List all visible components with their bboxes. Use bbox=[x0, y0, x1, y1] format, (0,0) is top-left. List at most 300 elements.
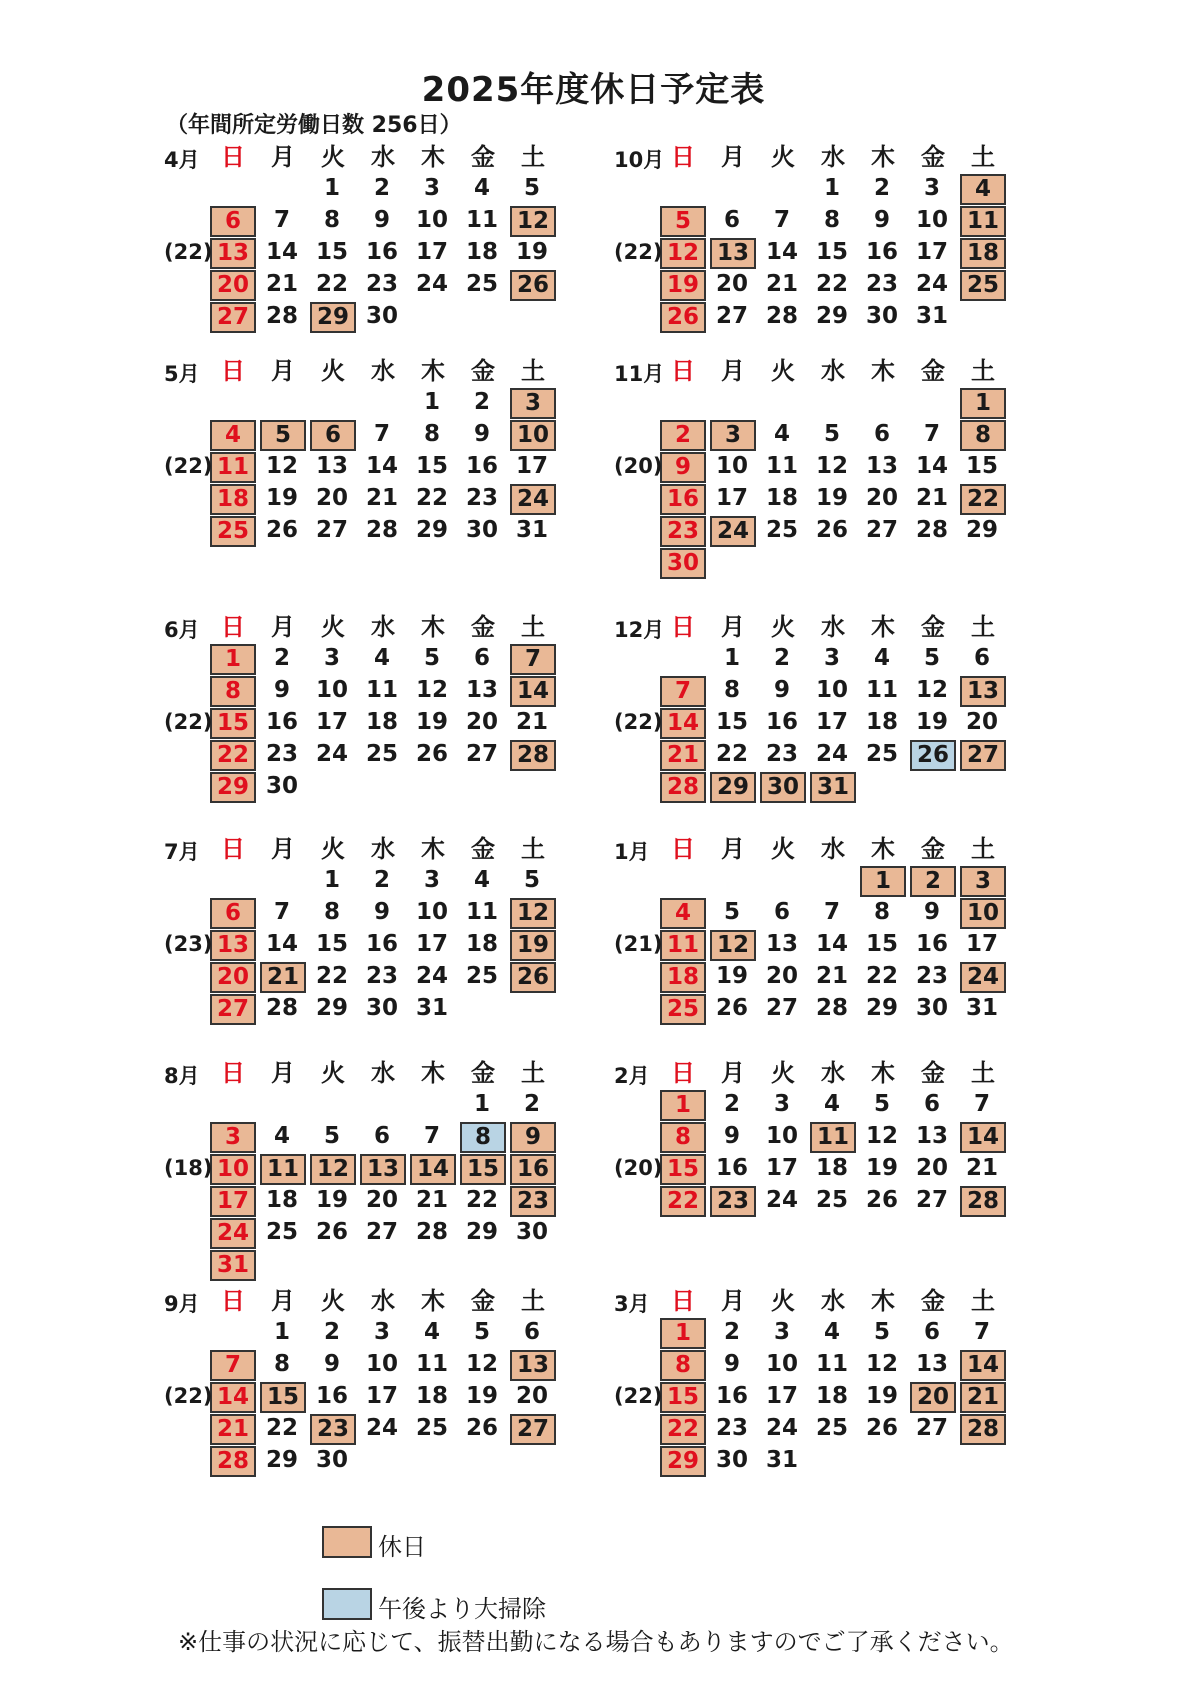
day-cell-holiday: 15 bbox=[460, 1154, 506, 1185]
day-cell-holiday: 4 bbox=[960, 174, 1006, 205]
weekday-header: 月 bbox=[721, 1059, 745, 1087]
day-cell: 27 bbox=[365, 1219, 398, 1245]
footnote: ※仕事の状況に応じて、振替出勤になる場合もありますのでご了承ください。 bbox=[178, 1628, 1014, 1656]
weekday-header: 火 bbox=[771, 1059, 795, 1087]
day-cell-holiday: 13 bbox=[210, 238, 256, 269]
legend-swatch-cleaning bbox=[322, 1588, 372, 1620]
weekday-header: 木 bbox=[871, 613, 895, 641]
day-cell-holiday: 24 bbox=[960, 962, 1006, 993]
day-cell: 6 bbox=[873, 421, 890, 447]
day-cell-holiday: 21 bbox=[260, 962, 306, 993]
day-cell-holiday: 1 bbox=[210, 644, 256, 675]
day-cell: 19 bbox=[865, 1155, 898, 1181]
day-cell: 23 bbox=[365, 271, 398, 297]
day-cell-holiday: 22 bbox=[660, 1186, 706, 1217]
day-cell: 2 bbox=[373, 175, 390, 201]
day-cell-holiday: 25 bbox=[660, 994, 706, 1025]
day-cell: 22 bbox=[865, 963, 898, 989]
day-cell: 29 bbox=[465, 1219, 498, 1245]
day-cell: 30 bbox=[465, 517, 498, 543]
day-cell: 3 bbox=[423, 175, 440, 201]
day-cell: 7 bbox=[823, 899, 840, 925]
working-days-count: (20) bbox=[614, 454, 663, 478]
day-cell: 25 bbox=[815, 1187, 848, 1213]
day-cell: 17 bbox=[915, 239, 948, 265]
day-cell: 16 bbox=[315, 1383, 348, 1409]
day-cell: 25 bbox=[465, 963, 498, 989]
day-cell-holiday: 12 bbox=[660, 238, 706, 269]
day-cell: 6 bbox=[473, 645, 490, 671]
weekday-header: 水 bbox=[371, 357, 395, 385]
day-cell: 19 bbox=[515, 239, 548, 265]
weekday-header: 土 bbox=[971, 1059, 995, 1087]
day-cell: 20 bbox=[315, 485, 348, 511]
day-cell: 5 bbox=[873, 1091, 890, 1117]
month-label: 4月 bbox=[164, 148, 200, 172]
weekday-header: 土 bbox=[521, 357, 545, 385]
weekday-header: 金 bbox=[921, 1059, 945, 1087]
day-cell: 8 bbox=[273, 1351, 290, 1377]
month-label: 6月 bbox=[164, 618, 200, 642]
weekday-header: 水 bbox=[371, 835, 395, 863]
weekday-header: 日 bbox=[671, 613, 695, 641]
day-cell: 18 bbox=[815, 1383, 848, 1409]
day-cell-holiday: 7 bbox=[510, 644, 556, 675]
month-block bbox=[614, 142, 1050, 372]
day-cell-holiday: 18 bbox=[660, 962, 706, 993]
day-cell: 27 bbox=[915, 1187, 948, 1213]
day-cell: 19 bbox=[465, 1383, 498, 1409]
day-cell-holiday: 19 bbox=[510, 930, 556, 961]
month-label: 3月 bbox=[614, 1292, 650, 1316]
day-cell: 30 bbox=[265, 773, 298, 799]
day-cell: 11 bbox=[415, 1351, 448, 1377]
day-cell: 21 bbox=[765, 271, 798, 297]
working-days-count: (22) bbox=[614, 240, 663, 264]
weekday-header: 水 bbox=[371, 1287, 395, 1315]
day-cell: 6 bbox=[523, 1319, 540, 1345]
day-cell-holiday: 8 bbox=[660, 1122, 706, 1153]
day-cell-holiday: 1 bbox=[660, 1318, 706, 1349]
day-cell-holiday: 18 bbox=[960, 238, 1006, 269]
weekday-header: 月 bbox=[271, 1059, 295, 1087]
weekday-header: 月 bbox=[721, 357, 745, 385]
day-cell: 14 bbox=[815, 931, 848, 957]
day-cell: 26 bbox=[715, 995, 748, 1021]
day-cell-holiday: 23 bbox=[310, 1414, 356, 1445]
day-cell: 18 bbox=[865, 709, 898, 735]
day-cell: 24 bbox=[415, 271, 448, 297]
day-cell: 3 bbox=[373, 1319, 390, 1345]
day-cell: 20 bbox=[715, 271, 748, 297]
day-cell-holiday: 28 bbox=[660, 772, 706, 803]
month-block bbox=[164, 834, 600, 1064]
legend-swatch-holiday bbox=[322, 1526, 372, 1558]
day-cell: 31 bbox=[965, 995, 998, 1021]
day-cell-holiday: 25 bbox=[960, 270, 1006, 301]
weekday-header: 水 bbox=[821, 835, 845, 863]
day-cell: 21 bbox=[365, 485, 398, 511]
day-cell: 14 bbox=[365, 453, 398, 479]
working-days-count: (22) bbox=[164, 454, 213, 478]
day-cell: 28 bbox=[415, 1219, 448, 1245]
day-cell: 27 bbox=[465, 741, 498, 767]
day-cell: 22 bbox=[415, 485, 448, 511]
weekday-header: 火 bbox=[321, 613, 345, 641]
day-cell: 10 bbox=[315, 677, 348, 703]
day-cell-holiday: 23 bbox=[660, 516, 706, 547]
weekday-header: 火 bbox=[771, 613, 795, 641]
day-cell: 3 bbox=[923, 175, 940, 201]
day-cell: 29 bbox=[315, 995, 348, 1021]
day-cell-cleaning: 26 bbox=[910, 740, 956, 771]
weekday-header: 土 bbox=[971, 143, 995, 171]
day-cell: 12 bbox=[915, 677, 948, 703]
day-cell: 13 bbox=[465, 677, 498, 703]
day-cell-holiday: 4 bbox=[210, 420, 256, 451]
day-cell: 10 bbox=[765, 1123, 798, 1149]
day-cell: 26 bbox=[865, 1415, 898, 1441]
day-cell-holiday: 1 bbox=[660, 1090, 706, 1121]
day-cell: 2 bbox=[323, 1319, 340, 1345]
weekday-header: 金 bbox=[921, 143, 945, 171]
day-cell: 23 bbox=[865, 271, 898, 297]
day-cell: 18 bbox=[765, 485, 798, 511]
day-cell: 1 bbox=[723, 645, 740, 671]
day-cell: 9 bbox=[373, 899, 390, 925]
day-cell: 6 bbox=[923, 1091, 940, 1117]
day-cell-holiday: 1 bbox=[860, 866, 906, 897]
day-cell-holiday: 15 bbox=[660, 1382, 706, 1413]
day-cell-holiday: 3 bbox=[510, 388, 556, 419]
day-cell: 15 bbox=[315, 931, 348, 957]
weekday-header: 月 bbox=[271, 143, 295, 171]
working-days-count: (23) bbox=[164, 932, 213, 956]
day-cell: 24 bbox=[315, 741, 348, 767]
day-cell: 12 bbox=[265, 453, 298, 479]
day-cell: 21 bbox=[815, 963, 848, 989]
weekday-header: 水 bbox=[821, 143, 845, 171]
day-cell: 18 bbox=[365, 709, 398, 735]
month-label: 9月 bbox=[164, 1292, 200, 1316]
day-cell: 26 bbox=[315, 1219, 348, 1245]
day-cell-holiday: 31 bbox=[210, 1250, 256, 1281]
weekday-header: 木 bbox=[421, 1059, 445, 1087]
day-cell: 5 bbox=[723, 899, 740, 925]
day-cell-holiday: 28 bbox=[960, 1186, 1006, 1217]
month-label: 2月 bbox=[614, 1064, 650, 1088]
day-cell: 1 bbox=[323, 175, 340, 201]
day-cell-holiday: 26 bbox=[510, 962, 556, 993]
weekday-header: 火 bbox=[771, 835, 795, 863]
weekday-header: 土 bbox=[971, 835, 995, 863]
day-cell: 5 bbox=[873, 1319, 890, 1345]
working-days-count: (22) bbox=[614, 1384, 663, 1408]
weekday-header: 日 bbox=[221, 143, 245, 171]
day-cell: 27 bbox=[765, 995, 798, 1021]
day-cell: 12 bbox=[815, 453, 848, 479]
day-cell: 10 bbox=[765, 1351, 798, 1377]
day-cell: 7 bbox=[423, 1123, 440, 1149]
day-cell: 24 bbox=[765, 1415, 798, 1441]
day-cell: 21 bbox=[265, 271, 298, 297]
day-cell: 16 bbox=[765, 709, 798, 735]
weekday-header: 火 bbox=[771, 357, 795, 385]
weekday-header: 金 bbox=[471, 1287, 495, 1315]
day-cell: 30 bbox=[515, 1219, 548, 1245]
day-cell: 30 bbox=[715, 1447, 748, 1473]
day-cell: 12 bbox=[865, 1351, 898, 1377]
day-cell: 7 bbox=[273, 207, 290, 233]
day-cell: 5 bbox=[473, 1319, 490, 1345]
weekday-header: 土 bbox=[971, 613, 995, 641]
day-cell: 19 bbox=[315, 1187, 348, 1213]
day-cell: 21 bbox=[415, 1187, 448, 1213]
day-cell: 16 bbox=[915, 931, 948, 957]
day-cell: 25 bbox=[265, 1219, 298, 1245]
day-cell: 16 bbox=[465, 453, 498, 479]
day-cell: 25 bbox=[365, 741, 398, 767]
day-cell-holiday: 20 bbox=[210, 962, 256, 993]
day-cell-cleaning: 8 bbox=[460, 1122, 506, 1153]
day-cell-holiday: 28 bbox=[210, 1446, 256, 1477]
day-cell: 10 bbox=[365, 1351, 398, 1377]
day-cell-holiday: 7 bbox=[660, 676, 706, 707]
day-cell: 2 bbox=[373, 867, 390, 893]
day-cell-holiday: 10 bbox=[210, 1154, 256, 1185]
day-cell: 8 bbox=[723, 677, 740, 703]
day-cell: 17 bbox=[765, 1155, 798, 1181]
day-cell: 20 bbox=[515, 1383, 548, 1409]
day-cell: 14 bbox=[765, 239, 798, 265]
day-cell: 24 bbox=[415, 963, 448, 989]
weekday-header: 金 bbox=[471, 357, 495, 385]
day-cell-holiday: 15 bbox=[260, 1382, 306, 1413]
weekday-header: 日 bbox=[221, 613, 245, 641]
day-cell: 12 bbox=[865, 1123, 898, 1149]
day-cell: 17 bbox=[415, 239, 448, 265]
day-cell-holiday: 30 bbox=[760, 772, 806, 803]
day-cell: 4 bbox=[823, 1091, 840, 1117]
day-cell: 7 bbox=[923, 421, 940, 447]
month-block bbox=[164, 612, 600, 842]
day-cell: 2 bbox=[873, 175, 890, 201]
day-cell: 30 bbox=[315, 1447, 348, 1473]
weekday-header: 日 bbox=[671, 1287, 695, 1315]
day-cell: 22 bbox=[265, 1415, 298, 1441]
day-cell-holiday: 24 bbox=[210, 1218, 256, 1249]
day-cell: 25 bbox=[865, 741, 898, 767]
day-cell-holiday: 21 bbox=[960, 1382, 1006, 1413]
weekday-header: 金 bbox=[921, 357, 945, 385]
weekday-header: 土 bbox=[521, 613, 545, 641]
month-label: 1月 bbox=[614, 840, 650, 864]
day-cell: 5 bbox=[323, 1123, 340, 1149]
day-cell: 16 bbox=[365, 931, 398, 957]
day-cell-holiday: 9 bbox=[660, 452, 706, 483]
weekday-header: 木 bbox=[421, 1287, 445, 1315]
weekday-header: 木 bbox=[871, 1059, 895, 1087]
day-cell: 11 bbox=[465, 207, 498, 233]
day-cell-holiday: 5 bbox=[660, 206, 706, 237]
working-days-count: (21) bbox=[614, 932, 663, 956]
day-cell: 23 bbox=[915, 963, 948, 989]
page-title: 2025年度休日予定表 bbox=[421, 70, 766, 110]
day-cell: 18 bbox=[465, 239, 498, 265]
day-cell: 16 bbox=[265, 709, 298, 735]
day-cell: 11 bbox=[815, 1351, 848, 1377]
day-cell: 22 bbox=[465, 1187, 498, 1213]
day-cell: 17 bbox=[815, 709, 848, 735]
day-cell: 9 bbox=[923, 899, 940, 925]
day-cell: 30 bbox=[365, 995, 398, 1021]
day-cell: 1 bbox=[823, 175, 840, 201]
day-cell-holiday: 8 bbox=[210, 676, 256, 707]
day-cell: 24 bbox=[765, 1187, 798, 1213]
day-cell-holiday: 22 bbox=[960, 484, 1006, 515]
day-cell-holiday: 27 bbox=[510, 1414, 556, 1445]
month-label: 12月 bbox=[614, 618, 665, 642]
day-cell: 11 bbox=[865, 677, 898, 703]
day-cell: 7 bbox=[973, 1091, 990, 1117]
day-cell: 31 bbox=[915, 303, 948, 329]
day-cell-holiday: 16 bbox=[510, 1154, 556, 1185]
day-cell: 20 bbox=[865, 485, 898, 511]
day-cell-holiday: 7 bbox=[210, 1350, 256, 1381]
day-cell-holiday: 13 bbox=[360, 1154, 406, 1185]
month-label: 10月 bbox=[614, 148, 665, 172]
day-cell: 9 bbox=[473, 421, 490, 447]
weekday-header: 金 bbox=[921, 1287, 945, 1315]
day-cell: 16 bbox=[365, 239, 398, 265]
day-cell: 9 bbox=[873, 207, 890, 233]
day-cell: 31 bbox=[515, 517, 548, 543]
day-cell: 5 bbox=[523, 867, 540, 893]
weekday-header: 火 bbox=[321, 1059, 345, 1087]
day-cell: 6 bbox=[723, 207, 740, 233]
day-cell-holiday: 18 bbox=[210, 484, 256, 515]
working-days-count: (18) bbox=[164, 1156, 213, 1180]
day-cell-holiday: 22 bbox=[210, 740, 256, 771]
day-cell: 8 bbox=[873, 899, 890, 925]
day-cell: 24 bbox=[815, 741, 848, 767]
weekday-header: 月 bbox=[721, 1287, 745, 1315]
day-cell: 9 bbox=[773, 677, 790, 703]
day-cell: 19 bbox=[415, 709, 448, 735]
day-cell: 25 bbox=[815, 1415, 848, 1441]
day-cell: 24 bbox=[365, 1415, 398, 1441]
month-label: 8月 bbox=[164, 1064, 200, 1088]
day-cell: 16 bbox=[715, 1155, 748, 1181]
month-block bbox=[164, 142, 600, 372]
day-cell: 31 bbox=[415, 995, 448, 1021]
day-cell: 18 bbox=[265, 1187, 298, 1213]
day-cell-holiday: 6 bbox=[210, 898, 256, 929]
weekday-header: 木 bbox=[871, 143, 895, 171]
day-cell: 14 bbox=[265, 931, 298, 957]
day-cell-holiday: 2 bbox=[910, 866, 956, 897]
day-cell: 4 bbox=[473, 867, 490, 893]
day-cell-holiday: 14 bbox=[210, 1382, 256, 1413]
weekday-header: 日 bbox=[671, 835, 695, 863]
day-cell-holiday: 14 bbox=[510, 676, 556, 707]
day-cell: 6 bbox=[973, 645, 990, 671]
day-cell: 9 bbox=[273, 677, 290, 703]
day-cell: 22 bbox=[315, 271, 348, 297]
day-cell-holiday: 14 bbox=[660, 708, 706, 739]
day-cell: 9 bbox=[323, 1351, 340, 1377]
day-cell: 3 bbox=[323, 645, 340, 671]
day-cell: 11 bbox=[365, 677, 398, 703]
day-cell-holiday: 11 bbox=[660, 930, 706, 961]
day-cell: 21 bbox=[965, 1155, 998, 1181]
day-cell-holiday: 5 bbox=[260, 420, 306, 451]
day-cell: 19 bbox=[915, 709, 948, 735]
weekday-header: 水 bbox=[821, 357, 845, 385]
month-block bbox=[614, 1286, 1050, 1516]
day-cell: 30 bbox=[365, 303, 398, 329]
legend-label-holiday: 休日 bbox=[378, 1533, 426, 1561]
month-label: 7月 bbox=[164, 840, 200, 864]
day-cell: 26 bbox=[465, 1415, 498, 1441]
day-cell: 17 bbox=[715, 485, 748, 511]
day-cell: 2 bbox=[273, 645, 290, 671]
weekday-header: 木 bbox=[871, 357, 895, 385]
day-cell: 3 bbox=[773, 1319, 790, 1345]
day-cell: 2 bbox=[473, 389, 490, 415]
weekday-header: 土 bbox=[521, 1287, 545, 1315]
weekday-header: 金 bbox=[471, 1059, 495, 1087]
day-cell: 19 bbox=[715, 963, 748, 989]
day-cell: 22 bbox=[715, 741, 748, 767]
weekday-header: 月 bbox=[271, 1287, 295, 1315]
day-cell: 2 bbox=[773, 645, 790, 671]
day-cell-holiday: 31 bbox=[810, 772, 856, 803]
day-cell: 3 bbox=[823, 645, 840, 671]
day-cell: 20 bbox=[365, 1187, 398, 1213]
weekday-header: 金 bbox=[921, 835, 945, 863]
working-days-count: (22) bbox=[164, 240, 213, 264]
day-cell: 28 bbox=[265, 303, 298, 329]
weekday-header: 木 bbox=[421, 613, 445, 641]
day-cell-holiday: 13 bbox=[710, 238, 756, 269]
day-cell: 29 bbox=[815, 303, 848, 329]
day-cell: 8 bbox=[823, 207, 840, 233]
month-label: 11月 bbox=[614, 362, 665, 386]
day-cell: 1 bbox=[323, 867, 340, 893]
day-cell: 26 bbox=[265, 517, 298, 543]
working-days-count: (22) bbox=[164, 1384, 213, 1408]
weekday-header: 木 bbox=[421, 835, 445, 863]
weekday-header: 水 bbox=[821, 1287, 845, 1315]
day-cell-holiday: 23 bbox=[710, 1186, 756, 1217]
weekday-header: 日 bbox=[671, 1059, 695, 1087]
day-cell: 8 bbox=[323, 899, 340, 925]
day-cell: 3 bbox=[773, 1091, 790, 1117]
day-cell-holiday: 26 bbox=[510, 270, 556, 301]
day-cell-holiday: 10 bbox=[510, 420, 556, 451]
day-cell: 5 bbox=[923, 645, 940, 671]
day-cell-holiday: 13 bbox=[960, 676, 1006, 707]
day-cell: 9 bbox=[373, 207, 390, 233]
day-cell: 15 bbox=[865, 931, 898, 957]
weekday-header: 土 bbox=[521, 143, 545, 171]
day-cell-holiday: 2 bbox=[660, 420, 706, 451]
weekday-header: 金 bbox=[471, 613, 495, 641]
day-cell: 29 bbox=[865, 995, 898, 1021]
day-cell: 24 bbox=[915, 271, 948, 297]
day-cell-holiday: 25 bbox=[210, 516, 256, 547]
